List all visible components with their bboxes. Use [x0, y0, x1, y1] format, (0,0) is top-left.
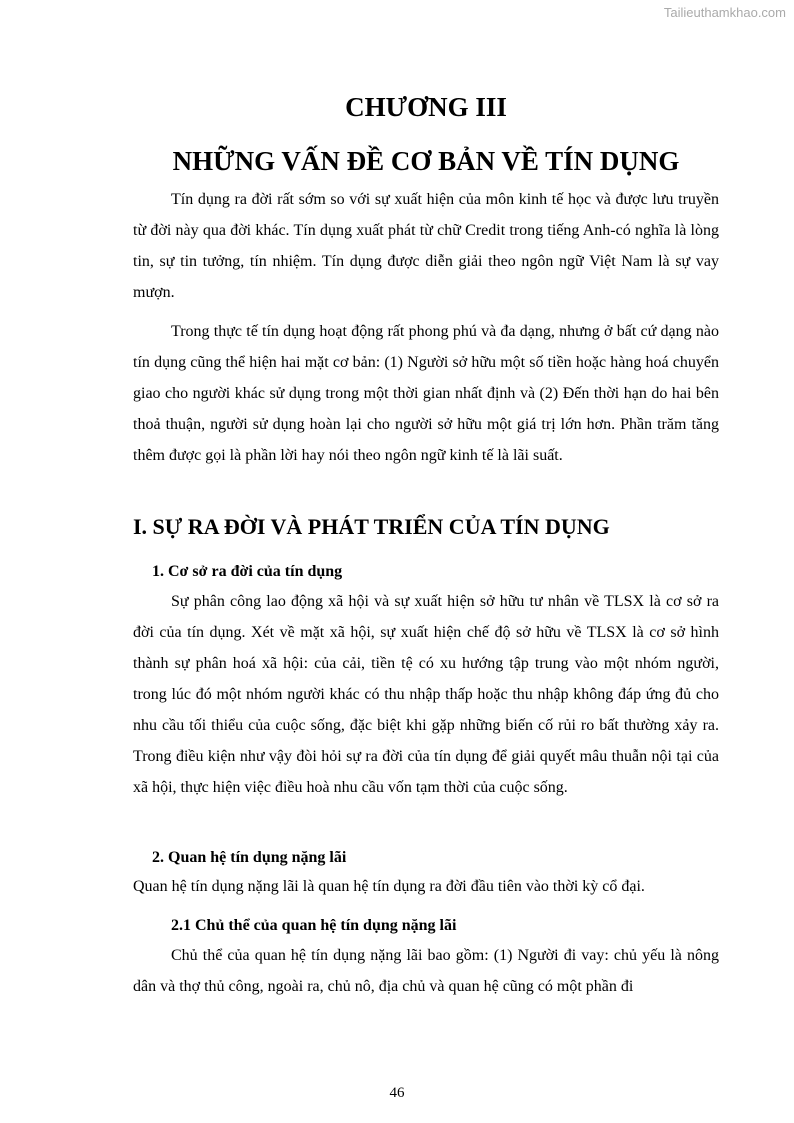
chapter-number: CHƯƠNG III — [345, 92, 507, 122]
intro-paragraph-1: Tín dụng ra đời rất sớm so với sự xuất hiện của môn kinh tế học và được lưu truyền từ đời này qua đời khác. Tín dụng xuất phát từ chữ Credit trong tiếng Anh-có nghĩa là lòng tin, sự tin tưởng, tín nhiệm. Tín dụng được diễn giải theo ngôn ngữ Việt Nam là sự vay mượn. — [133, 191, 719, 301]
page-number: 46 — [389, 1085, 405, 1101]
subsection-1-paragraph: Sự phân công lao động xã hội và sự xuất hiện sở hữu tư nhân về TLSX là cơ sở ra đời của tín dụng. Xét về mặt xã hội, sự xuất hiện chế độ sở hữu về TLSX là cơ sở hình thành sự phân hoá xã hội: của cải, tiền tệ có xu hướng tập trung vào một nhóm người, trong lúc đó một nhóm người khác có thu nhập thấp hoặc thu nhập không đáp ứng đủ cho nhu cầu tối thiểu của cuộc sống, đặc biệt khi gặp những biến cố rủi ro bất thường xảy ra. Trong điều kiện như vậy đòi hỏi sự ra đời của tín dụng để giải quyết mâu thuẫn nội tại của xã hội, thực hiện việc điều hoà nhu cầu vốn tạm thời của cuộc sống. — [133, 593, 719, 796]
subsection-heading-2-1: 2.1 Chủ thể của quan hệ tín dụng nặng lãi — [171, 917, 457, 934]
subsection-2-1-paragraph: Chủ thể của quan hệ tín dụng nặng lãi bao gồm: (1) Người đi vay: chủ yếu là nông dân và thợ thủ công, ngoài ra, chủ nô, địa chủ và quan hệ cũng có một phần đi — [133, 947, 719, 995]
watermark: Tailieuthamkhao.com — [663, 5, 786, 20]
subsection-heading-2: 2. Quan hệ tín dụng nặng lãi — [152, 849, 347, 866]
subsection-heading-1: 1. Cơ sở ra đời của tín dụng — [152, 563, 343, 580]
section-heading: I. SỰ RA ĐỜI VÀ PHÁT TRIỂN CỦA TÍN DỤNG — [133, 514, 610, 539]
chapter-title: NHỮNG VẤN ĐỀ CƠ BẢN VỀ TÍN DỤNG — [172, 146, 680, 176]
intro-paragraph-2: Trong thực tế tín dụng hoạt động rất phong phú và đa dạng, nhưng ở bất cứ dạng nào tín dụng cũng thể hiện hai mặt cơ bản: (1) Người sở hữu một số tiền hoặc hàng hoá chuyển giao cho người khác sử dụng trong một thời gian nhất định và (2) Đến thời hạn do hai bên thoả thuận, người sử dụng hoàn lại cho người sở hữu một giá trị lớn hơn. Phần trăm tăng thêm được gọi là phần lời hay nói theo ngôn ngữ kinh tế là lãi suất. — [133, 323, 719, 464]
subsection-2-paragraph: Quan hệ tín dụng nặng lãi là quan hệ tín dụng ra đời đầu tiên vào thời kỳ cổ đại. — [133, 878, 645, 895]
